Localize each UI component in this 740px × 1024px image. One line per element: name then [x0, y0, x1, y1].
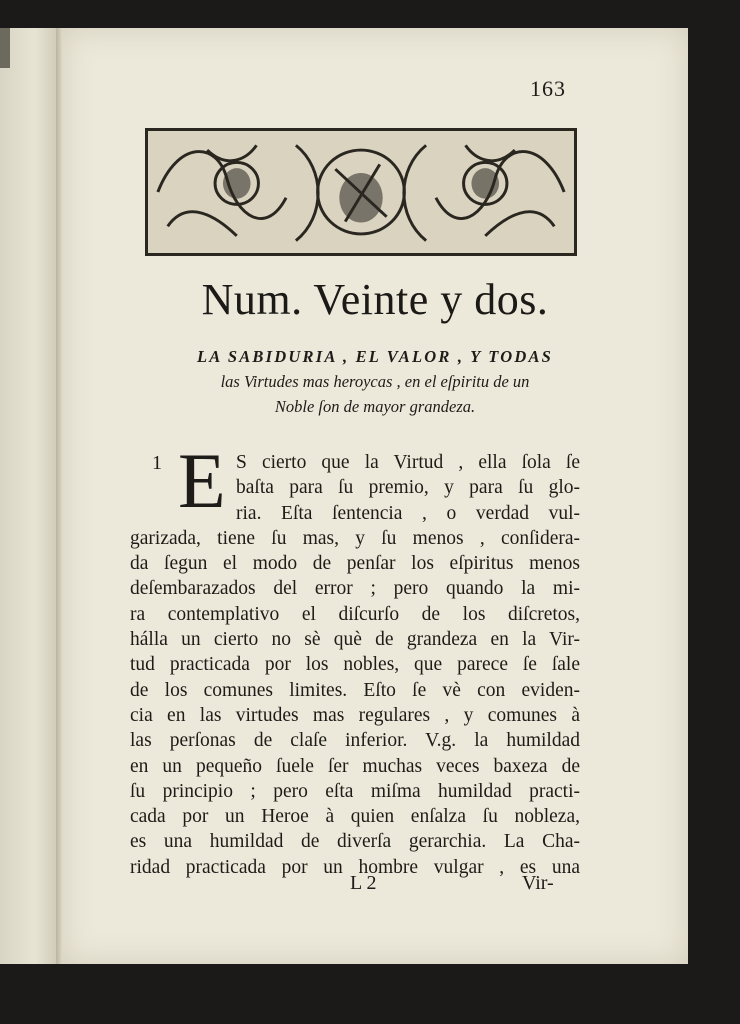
printer-signature: L 2 — [350, 872, 377, 894]
subtitle-line: Noble ſon de mayor grandeza. — [274, 397, 476, 416]
text-line: ra contemplativo el diſcurſo de los diſcretos, — [130, 603, 580, 625]
text-line: es una humildad de diverſa gerarchia. La Cha- — [130, 831, 580, 853]
text-line: hálla un cierto no sè què de grandeza en la Vir- — [130, 629, 580, 651]
text-line: garizada, tiene ſu mas, y ſu menos , conſidera- — [130, 527, 580, 549]
subtitle-line: LA SABIDURIA , EL VALOR , Y TODAS — [196, 347, 554, 366]
text-line: ſu principio ; pero eſta miſma humildad practi- — [130, 780, 580, 802]
text-line: S cierto que la Virtud , ella ſola ſe — [236, 452, 580, 473]
text-line: ria. Eſta ſentencia , o verdad vul- — [236, 502, 580, 524]
subtitle-line: las Virtudes mas heroycas , en el eſpiritu de un — [220, 372, 530, 391]
text-line: deſembarazados del error ; pero quando la mi- — [130, 578, 580, 600]
text-line: en un pequeño ſuele ſer muchas veces baxeza de — [130, 755, 580, 777]
ornament-headpiece — [145, 128, 577, 256]
text-line: tud practicada por los nobles, que parece ſe ſale — [130, 654, 580, 676]
left-page — [0, 28, 58, 964]
catchword: Vir- — [522, 872, 554, 894]
text-line: baſta para ſu premio, y para ſu glo- — [236, 477, 580, 499]
paragraph-number: 1 — [152, 452, 162, 474]
text-line: las perſonas de claſe inferior. V.g. la humildad — [130, 730, 580, 752]
text-line: de los comunes limites. Eſto ſe vè con eviden- — [130, 679, 580, 701]
page-title: Num. Veinte y dos. — [201, 275, 549, 324]
text-line: da ſegun el modo de penſar los eſpiritus menos — [130, 553, 580, 575]
text-line: ridad practicada por un hombre vulgar , es una — [130, 856, 580, 878]
text-line: cada por un Heroe à quien enſalza ſu nobleza, — [130, 806, 580, 828]
chapter-subtitle — [110, 344, 640, 419]
page-number: 163 — [530, 76, 566, 101]
left-page-edge — [0, 28, 10, 68]
drop-cap: E — [178, 437, 226, 524]
body-text — [130, 450, 580, 880]
text-line: cia en las virtudes mas regulares , y comunes à — [130, 704, 580, 726]
ornament-engraving — [148, 131, 574, 253]
